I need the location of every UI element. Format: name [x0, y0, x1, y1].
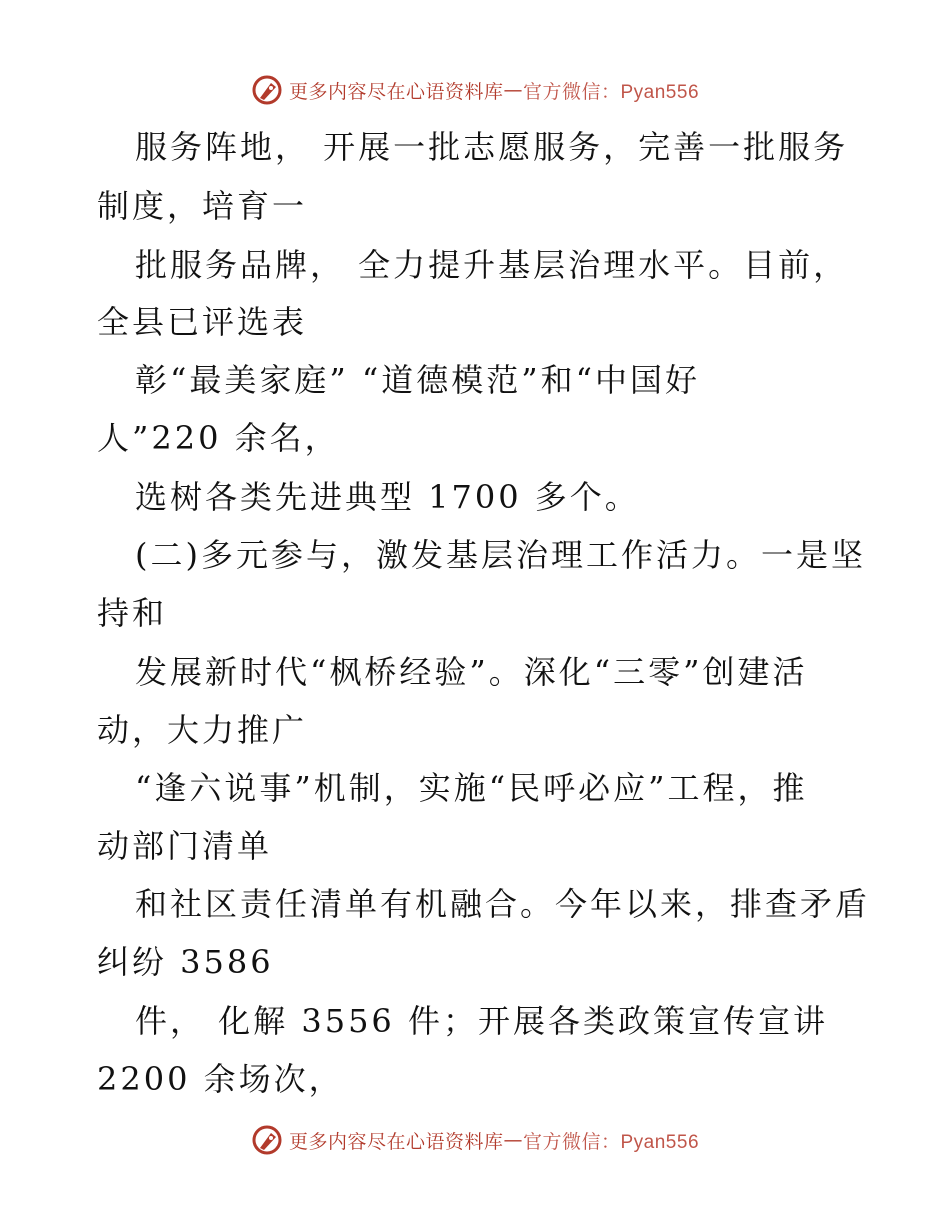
watermark-dash: —: [503, 1129, 523, 1151]
text-line: “逢六说事”机制，实施“民呼必应”工程，推: [135, 769, 808, 807]
text-line: 件， 化解 3556 件；开展各类政策宣传宣讲: [135, 1002, 828, 1040]
header-watermark: [0, 70, 950, 110]
text-line: 纠纷 3586: [97, 943, 274, 981]
text-line: 全县已评选表: [97, 303, 308, 341]
text-line: 2200 余场次，: [97, 1060, 344, 1098]
text-line: 批服务品牌， 全力提升基层治理水平。目前，: [135, 246, 849, 284]
text-line: 制度，培育一: [97, 187, 308, 225]
watermark-wechat: 官方微信：Pyan556: [523, 81, 700, 103]
text-line: 服务阵地， 开展一批志愿服务，完善一批服务: [135, 128, 849, 166]
text-line: 动部门清单: [97, 827, 273, 865]
pen-nib-circle-icon: [251, 74, 283, 106]
text-line: 人”220 余名，: [97, 419, 340, 457]
pen-nib-circle-icon: [251, 1124, 283, 1156]
text-line: (二)多元参与，激发基层治理工作活力。一是坚: [135, 536, 866, 574]
text-line: 选树各类先进典型 1700 多个。: [135, 478, 640, 516]
watermark-brand: 更多内容尽在心语资料库: [288, 1130, 504, 1153]
text-line: 和社区责任清单有机融合。今年以来，排查矛盾: [135, 885, 871, 923]
footer-watermark: [0, 1120, 950, 1160]
watermark-dash: —: [503, 79, 523, 101]
text-line: 持和: [97, 594, 168, 632]
text-line: 动，大力推广: [97, 711, 308, 749]
watermark-brand: 更多内容尽在心语资料库: [288, 80, 504, 103]
watermark-wechat: 官方微信：Pyan556: [523, 1131, 700, 1153]
text-line: 彰“最美家庭” “道德模范”和“中国好: [135, 361, 700, 399]
text-line: 发展新时代“枫桥经验”。深化“三零”创建活: [135, 653, 808, 691]
